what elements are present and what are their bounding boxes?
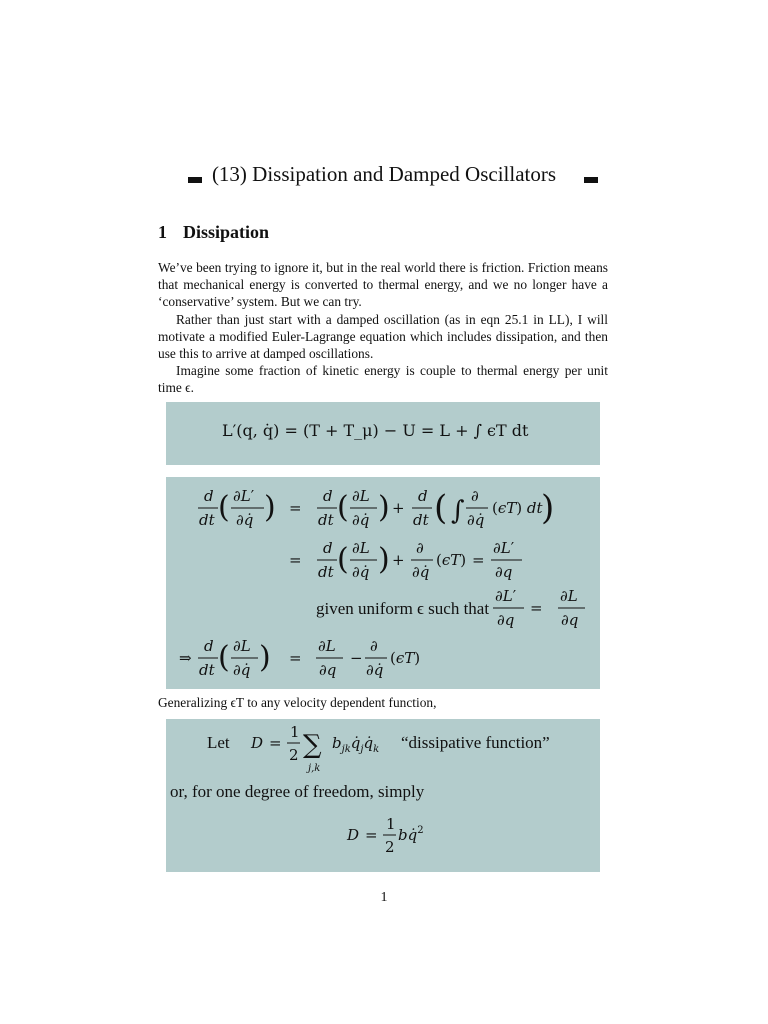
svg-text:(: (	[337, 542, 349, 577]
dissipative-function-equations	[166, 719, 600, 872]
svg-text:d: d	[204, 487, 214, 505]
svg-text:∂: ∂	[471, 487, 479, 505]
svg-text:∂q̇: ∂q̇	[236, 511, 254, 529]
svg-text:=: =	[365, 826, 378, 844]
svg-text:j,k: j,k	[308, 763, 321, 774]
lagrangian-equation: L′(q, q̇) = (T + T_μ) − U = L + ∫ ϵT dt	[222, 421, 529, 440]
svg-text:∂: ∂	[370, 637, 378, 655]
derivation-equations	[166, 477, 600, 689]
svg-text:d: d	[418, 487, 428, 505]
equation-box-1	[166, 402, 600, 465]
derivation-row-4	[179, 637, 420, 679]
svg-text:): )	[541, 488, 555, 528]
svg-text:): )	[259, 640, 271, 675]
svg-text:(: (	[218, 640, 230, 675]
intro-text	[158, 259, 608, 397]
derivation-row-3	[316, 587, 585, 629]
svg-text:∂L: ∂L	[318, 637, 336, 655]
svg-text:∫: ∫	[451, 496, 465, 526]
svg-text:bjkq̇jq̇k: $b_{jk}q̇_jq̇_k$	[332, 734, 380, 755]
svg-text:dt: dt	[318, 563, 334, 581]
svg-text:∂q: ∂q	[561, 611, 579, 629]
svg-text:1: 1	[386, 815, 396, 833]
dissipative-function-label: “dissipative function”	[401, 733, 550, 752]
svg-text:+: +	[392, 551, 405, 569]
equation-box-2	[166, 477, 600, 689]
paragraph-3: Imagine some fraction of kinetic energy is couple to thermal energy per unit time ϵ.	[158, 363, 608, 396]
svg-text:∂q̇: ∂q̇	[412, 563, 430, 581]
svg-text:D: D	[347, 826, 360, 844]
svg-text:(ϵT): (ϵT)	[390, 649, 421, 667]
svg-text:∂L: ∂L	[352, 487, 370, 505]
svg-text:d: d	[323, 487, 333, 505]
svg-text:∂L: ∂L	[560, 587, 578, 605]
svg-text:∂q̇: ∂q̇	[352, 511, 370, 529]
svg-text:(: (	[337, 490, 349, 525]
svg-text:=: =	[289, 551, 302, 569]
svg-text:2: 2	[289, 746, 299, 764]
one-dof-text: or, for one degree of freedom, simply	[170, 782, 425, 801]
svg-text:∂q: ∂q	[319, 661, 337, 679]
svg-text:∂q: ∂q	[497, 611, 515, 629]
svg-text:D: D	[251, 734, 264, 752]
svg-text:∑: ∑	[303, 730, 322, 760]
svg-text:−: −	[350, 649, 363, 667]
svg-text:∂q̇: ∂q̇	[352, 563, 370, 581]
svg-text:∂L: ∂L	[352, 539, 370, 557]
svg-text:2: 2	[385, 838, 395, 856]
svg-text:dt: dt	[199, 661, 215, 679]
svg-text:dt: dt	[199, 511, 215, 529]
svg-text:d: d	[204, 637, 214, 655]
svg-text:∂L′: ∂L′	[493, 539, 515, 557]
svg-text:∂L′: ∂L′	[495, 587, 517, 605]
svg-text:=: =	[289, 649, 302, 667]
svg-text:1: 1	[290, 723, 300, 741]
svg-text:d: d	[323, 539, 333, 557]
svg-text:(: (	[434, 488, 448, 528]
derivation-row-1	[198, 487, 554, 529]
svg-text:∂L: ∂L	[233, 637, 251, 655]
svg-text:): )	[378, 542, 390, 577]
paragraph-1: We’ve been trying to ignore it, but in the real world there is friction. Friction means that mechanical energy is converted to thermal energy, and we no longer have a ‘conservative’ system. But we can try.	[158, 260, 608, 310]
implies-arrow: ⇒	[179, 649, 192, 667]
paragraph-2: Rather than just start with a damped oscillation (as in eqn 25.1 in LL), I will motivate a modified Euler-Lagrange equation which includes dissipation, and then use this to arrive at damped oscillations.	[158, 311, 608, 362]
svg-text:∂q̇: ∂q̇	[233, 661, 251, 679]
page-number: 1	[380, 890, 388, 905]
svg-text:=: =	[472, 551, 485, 569]
svg-text:): )	[378, 490, 390, 525]
svg-text:∂: ∂	[416, 539, 424, 557]
svg-text:∂q̇: ∂q̇	[366, 661, 384, 679]
section-title: Dissipation	[183, 222, 270, 242]
generalizing-text: Generalizing ϵT to any velocity dependent function,	[158, 695, 437, 710]
svg-text:∂L′: ∂L′	[233, 487, 255, 505]
let-label: Let	[207, 733, 230, 752]
equation-box-3	[166, 719, 600, 872]
svg-text:+: +	[392, 499, 405, 517]
svg-text:∂q: ∂q	[495, 563, 513, 581]
title-bar-right	[584, 177, 598, 183]
svg-text:∂q̇: ∂q̇	[467, 511, 485, 529]
section-number: 1	[158, 222, 167, 242]
svg-text:dt: dt	[318, 511, 334, 529]
page-title: (13) Dissipation and Damped Oscillators	[211, 162, 557, 186]
svg-text:): )	[264, 490, 276, 525]
svg-text:=: =	[289, 499, 302, 517]
svg-text:(: (	[218, 490, 230, 525]
svg-text:(ϵT) dt: (ϵT) dt	[492, 499, 543, 517]
svg-text:=: =	[530, 599, 543, 617]
given-uniform-text: given uniform ϵ such that	[316, 599, 490, 618]
svg-text:bq̇2: bq̇$^2$	[398, 825, 424, 844]
svg-text:=: =	[269, 734, 282, 752]
svg-text:dt: dt	[413, 511, 429, 529]
section-heading	[158, 222, 269, 243]
svg-text:(ϵT): (ϵT)	[436, 551, 467, 569]
derivation-row-2	[289, 539, 522, 581]
